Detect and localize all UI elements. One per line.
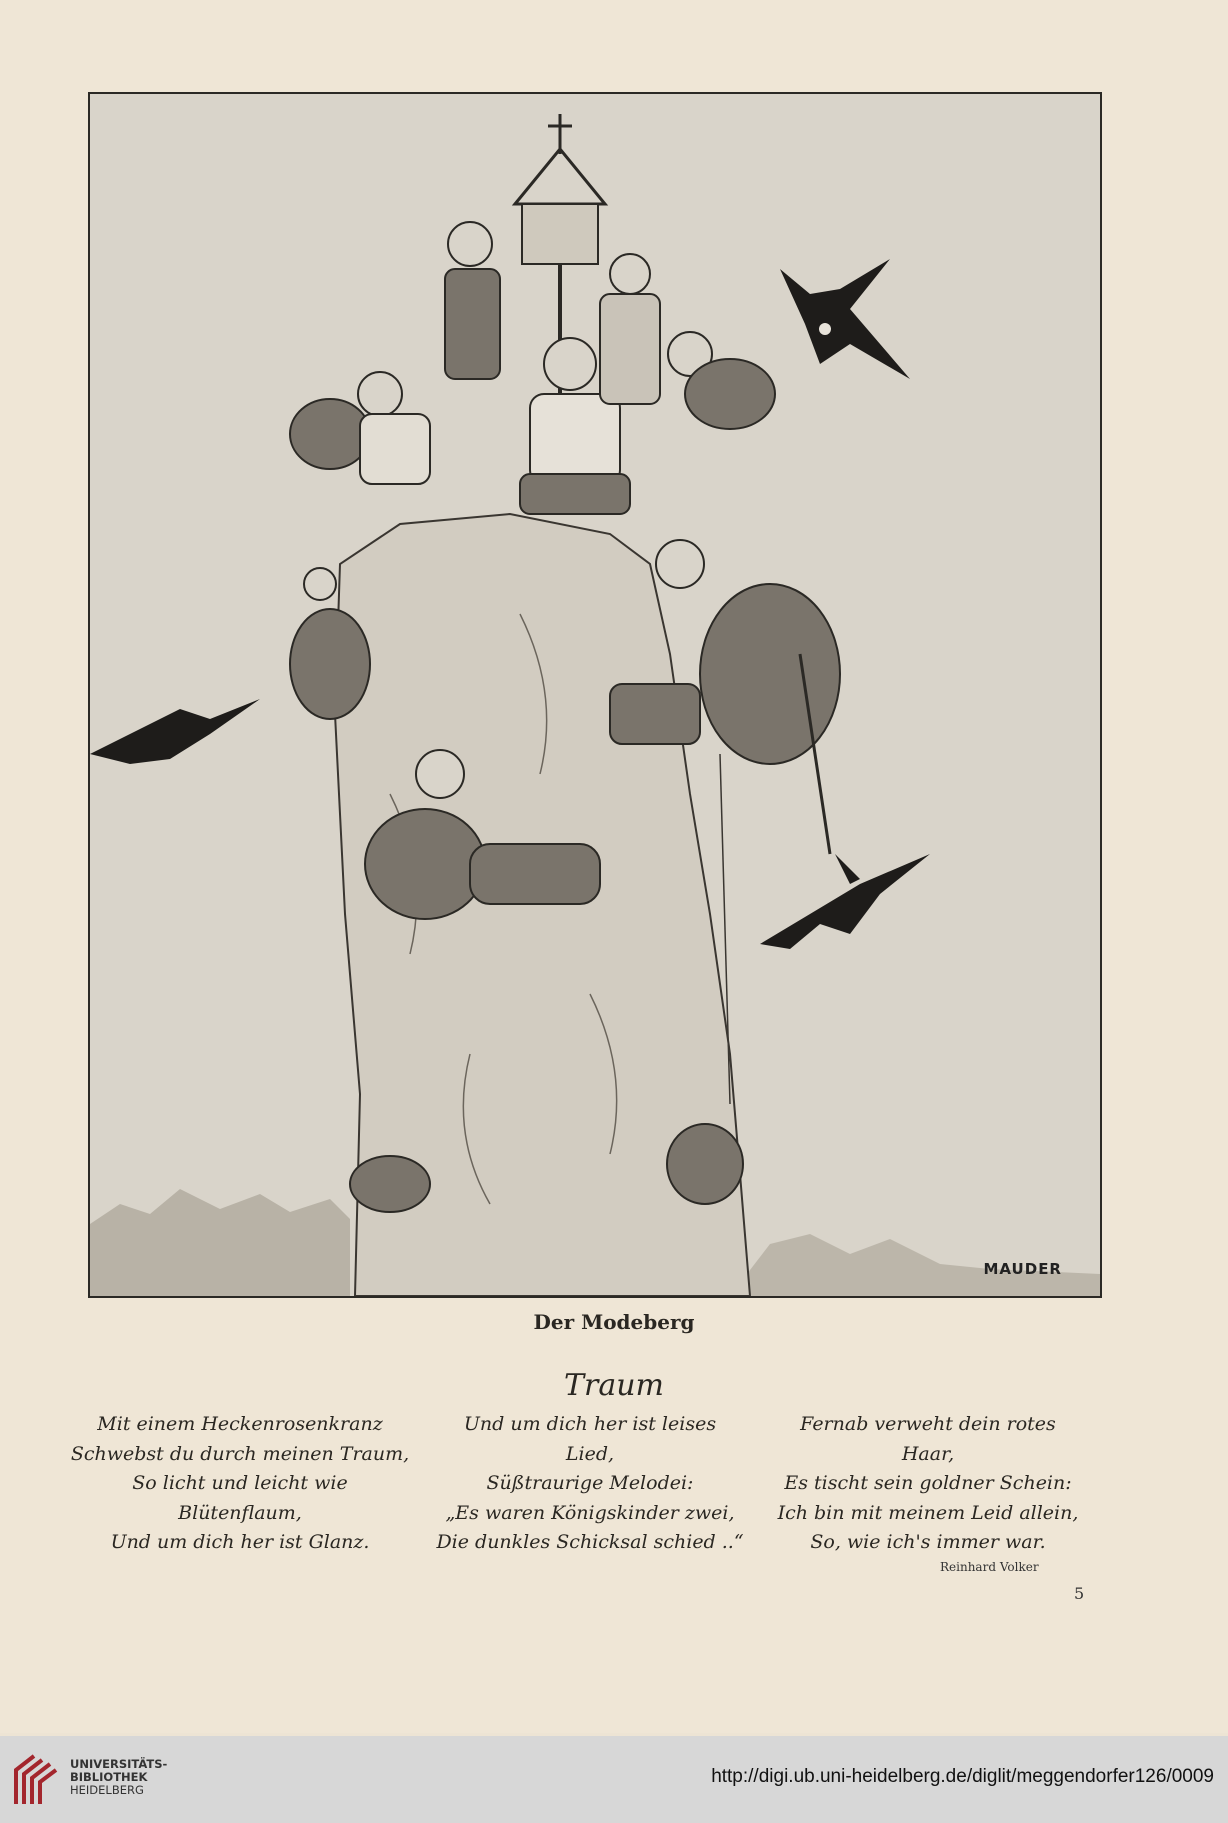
institution-line: HEIDELBERG	[70, 1783, 144, 1797]
library-footer-bar	[0, 1736, 1228, 1823]
artist-signature: MAUDER	[983, 1260, 1062, 1278]
poem-stanza-1	[70, 1410, 410, 1558]
poem-line: Süßtraurige Melodei:	[486, 1472, 694, 1494]
institution-line: BIBLIOTHEK	[70, 1770, 148, 1784]
poem-line: Mit einem Heckenrosenkranz	[97, 1413, 383, 1435]
poem-line: Und um dich her ist Glanz.	[110, 1531, 370, 1553]
poem-line: So licht und leicht wie	[132, 1472, 348, 1494]
poem-title: Traum	[563, 1368, 664, 1403]
mountain-climbers-drawing	[90, 94, 1100, 1296]
poem-line: Haar,	[901, 1442, 955, 1465]
illustration-caption: Der Modeberg	[533, 1310, 695, 1334]
permalink-url[interactable]: http://digi.ub.uni-heidelberg.de/diglit/meggendorfer126/0009	[711, 1766, 1214, 1787]
poem-line: Ich bin mit meinem Leid allein,	[777, 1501, 1079, 1524]
poem-line: So, wie ich's immer war.	[810, 1531, 1046, 1553]
poem-author: Reinhard Volker	[940, 1560, 1039, 1574]
poem-line: „Es waren Königskinder zwei,	[445, 1501, 735, 1524]
poem-line: Die dunkles Schicksal schied ..“	[436, 1531, 744, 1553]
poem-line: Lied,	[565, 1442, 615, 1465]
university-library-logo-icon	[12, 1750, 58, 1808]
poem-stanza-3	[758, 1410, 1098, 1558]
shrine-box	[522, 204, 598, 264]
institution-name	[70, 1758, 167, 1797]
poem-line: Es tischt sein goldner Schein:	[784, 1472, 1072, 1494]
poem-line: Fernab verweht dein rotes	[800, 1413, 1056, 1435]
poem-line: Blütenflaum,	[178, 1501, 302, 1524]
page-number: 5	[1074, 1584, 1085, 1603]
cartoon-illustration	[88, 92, 1102, 1298]
poem-line: Schwebst du durch meinen Traum,	[70, 1442, 410, 1465]
poem-stanza-2	[418, 1410, 762, 1558]
institution-line: UNIVERSITÄTS-	[70, 1757, 168, 1771]
poem-line: Und um dich her ist leises	[463, 1413, 717, 1435]
